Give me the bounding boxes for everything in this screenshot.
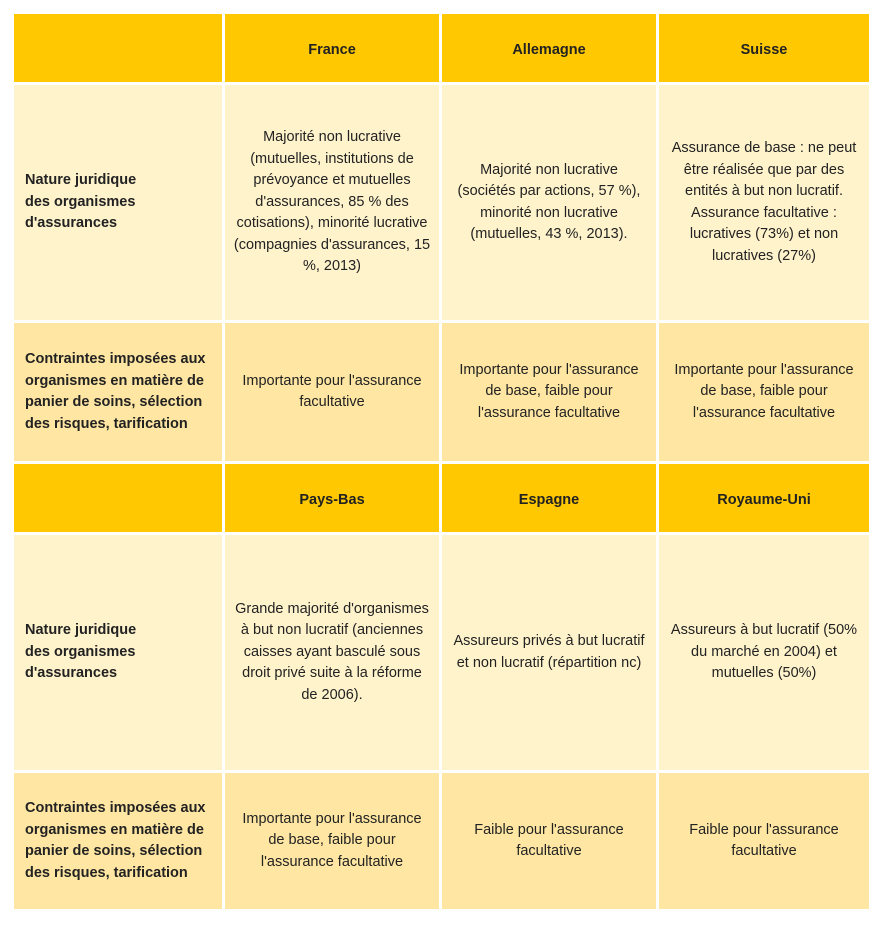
- cell-text: Faible pour l'assurance facultative: [474, 821, 624, 859]
- table-cell: [225, 323, 439, 461]
- row-label-text: Contraintes imposées aux organismes en matière de panier de soins, sélection des risques, tarification: [25, 800, 206, 881]
- table-cell: [225, 85, 439, 320]
- header-corner-cell: [14, 464, 222, 532]
- header-country-label: France: [308, 42, 356, 58]
- row-label-nature-juridique: [14, 85, 222, 320]
- cell-text: Importante pour l'assurance de base, faible pour l'assurance facultative: [459, 361, 639, 421]
- header-country-france: [225, 14, 439, 82]
- cell-text: Majorité non lucrative (mutuelles, institutions de prévoyance et mutuelles d'assurances, 85 % des cotisations), minorité lucrative (compagnies d'assurances, 15 %, 2013): [233, 129, 431, 275]
- table-cell: [442, 323, 656, 461]
- table-cell: [659, 535, 869, 770]
- header-country-royaume-uni: [659, 464, 869, 532]
- cell-text: Importante pour l'assurance de base, faible pour l'assurance facultative: [674, 361, 854, 421]
- comparison-table: [14, 14, 869, 912]
- table-cell: [442, 85, 656, 320]
- cell-text: Majorité non lucrative (sociétés par actions, 57 %), minorité non lucrative (mutuelles, 43 %, 2013).: [457, 161, 641, 242]
- table-cell: [442, 535, 656, 770]
- table-cell: [659, 773, 869, 909]
- header-country-label: Pays-Bas: [299, 492, 365, 508]
- table-cell: [225, 535, 439, 770]
- cell-text: Importante pour l'assurance facultative: [242, 372, 422, 410]
- row-label-text: Contraintes imposées aux organismes en matière de panier de soins, sélection des risques, tarification: [25, 351, 206, 432]
- cell-text: Grande majorité d'organismes à but non lucratif (anciennes caisses ayant basculé sous droit privé suite à la réforme de 2006).: [235, 600, 429, 703]
- header-corner-cell: [14, 14, 222, 82]
- header-country-label: Allemagne: [512, 42, 586, 58]
- table-cell: [225, 773, 439, 909]
- cell-text: Faible pour l'assurance facultative: [689, 821, 839, 859]
- header-country-allemagne: [442, 14, 656, 82]
- row-label-nature-juridique: [14, 535, 222, 770]
- row-label-text: Nature juridique des organismes d'assurances: [25, 622, 137, 682]
- header-country-label: Espagne: [518, 492, 580, 508]
- header-country-label: Suisse: [740, 42, 788, 58]
- table-cell: [442, 773, 656, 909]
- cell-text: Assurance de base : ne peut être réalisée que par des entités à but non lucratif. Assurance facultative : lucratives (73%) et non lucratives (27%): [671, 140, 857, 264]
- cell-text: Assureurs privés à but lucratif et non lucratif (répartition nc): [453, 633, 645, 671]
- table-cell: [659, 85, 869, 320]
- cell-text: Importante pour l'assurance de base, faible pour l'assurance facultative: [242, 810, 422, 870]
- row-label-text: Nature juridique des organismes d'assurances: [25, 172, 137, 232]
- cell-text: Assureurs à but lucratif (50% du marché en 2004) et mutuelles (50%): [670, 622, 858, 682]
- header-country-suisse: [659, 14, 869, 82]
- header-country-espagne: [442, 464, 656, 532]
- header-country-label: Royaume-Uni: [717, 492, 811, 508]
- header-country-pays-bas: [225, 464, 439, 532]
- row-label-contraintes: [14, 323, 222, 461]
- table-cell: [659, 323, 869, 461]
- row-label-contraintes: [14, 773, 222, 909]
